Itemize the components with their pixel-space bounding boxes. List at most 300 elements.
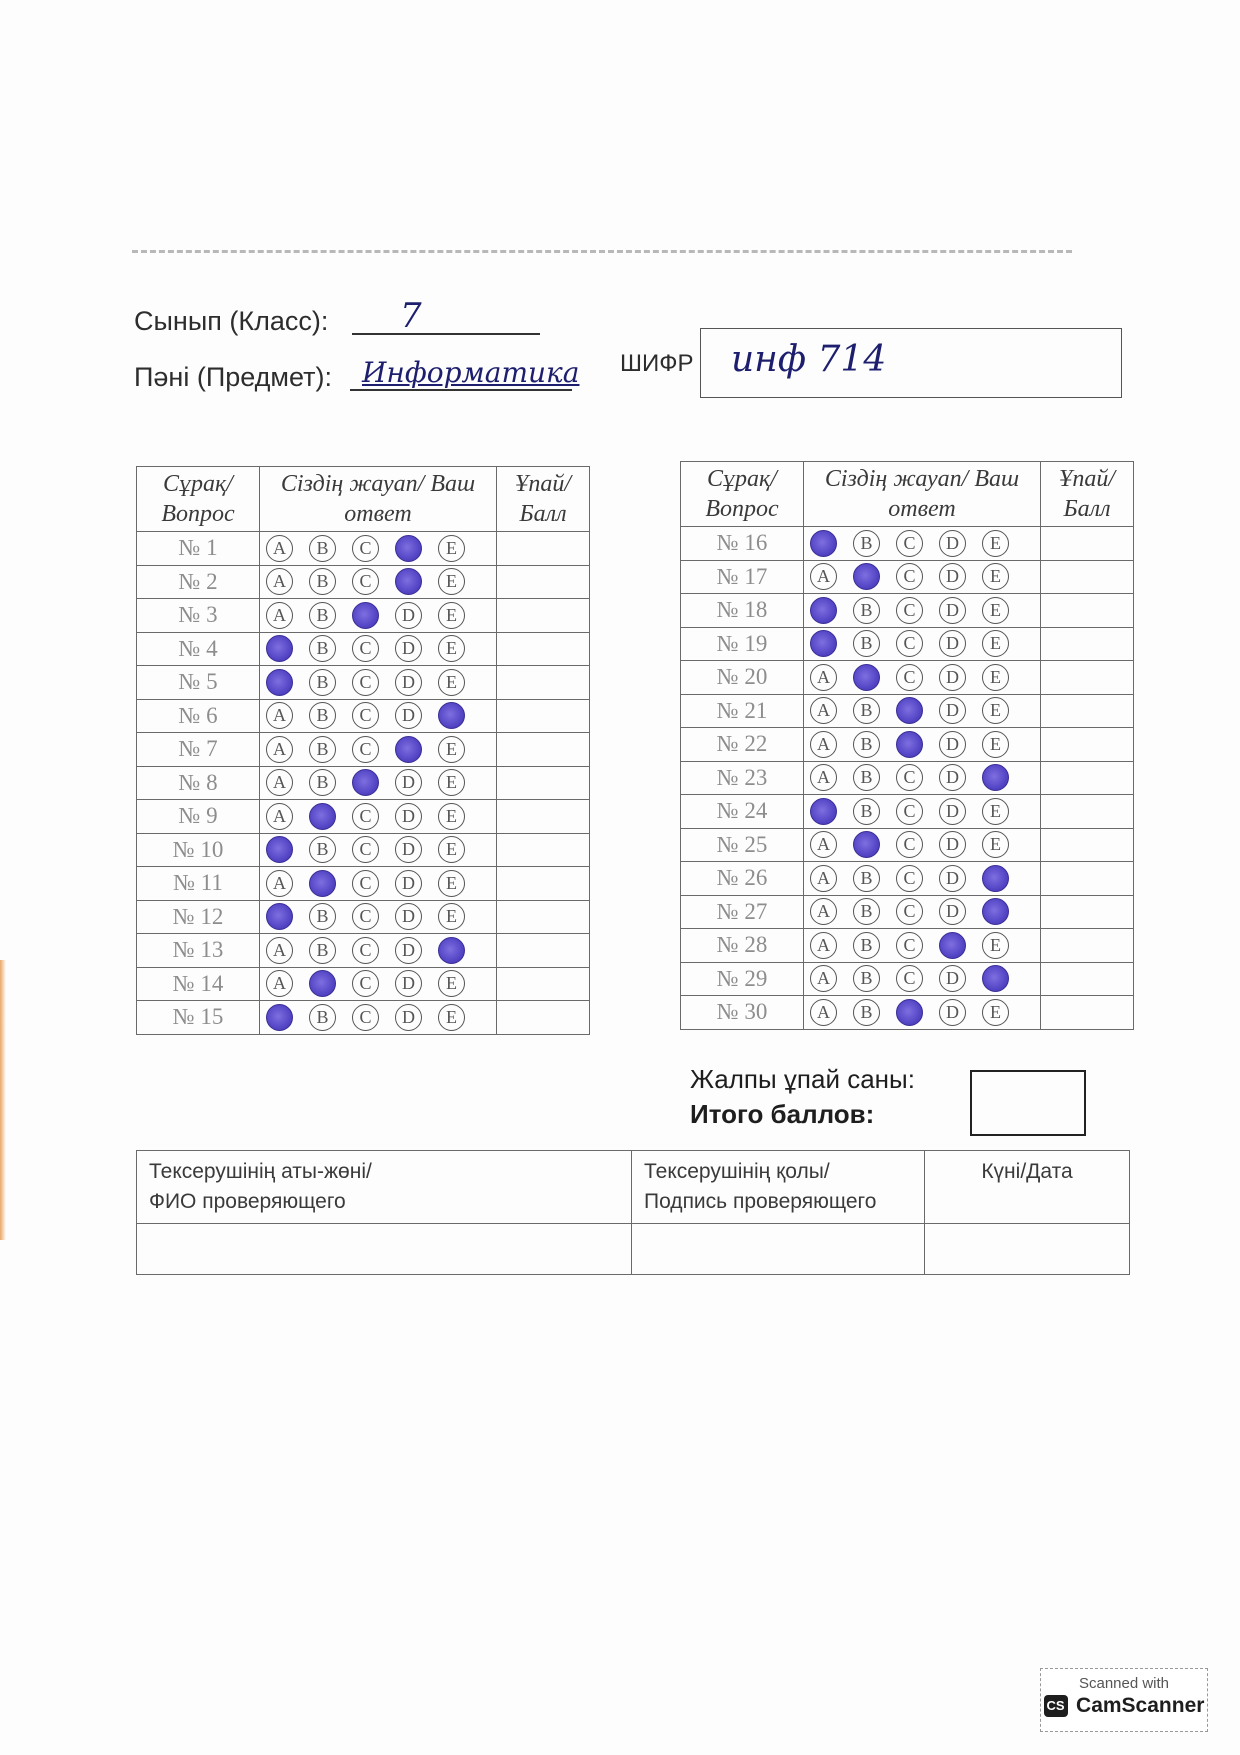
option-bubble-a[interactable]: A	[266, 568, 293, 595]
option-bubble-a[interactable]: A	[810, 831, 837, 858]
option-bubble-e[interactable]: E	[438, 769, 465, 796]
question-number: № 20	[681, 661, 804, 695]
answer-row	[137, 867, 590, 901]
option-bubble-a[interactable]: A	[810, 898, 837, 925]
option-bubble-d[interactable]: D	[939, 798, 966, 825]
option-bubble-a[interactable]: A	[266, 602, 293, 629]
date-value	[925, 1224, 1130, 1275]
score-cell[interactable]	[497, 666, 590, 700]
option-bubble-b[interactable]: B	[853, 630, 880, 657]
option-bubble-d[interactable]: D	[939, 530, 966, 557]
scanned-with-text: Scanned with	[1078, 1675, 1170, 1692]
date-label: Күні/Дата	[981, 1160, 1073, 1183]
option-bubble-b-filled[interactable]	[853, 563, 880, 590]
option-bubble-b[interactable]: B	[853, 731, 880, 758]
score-cell[interactable]	[497, 833, 590, 867]
score-cell[interactable]	[1041, 728, 1134, 762]
question-number: № 5	[137, 666, 260, 700]
score-cell[interactable]	[1041, 761, 1134, 795]
option-bubble-c[interactable]: C	[352, 836, 379, 863]
question-number: № 29	[681, 962, 804, 996]
option-bubble-a[interactable]: A	[810, 865, 837, 892]
score-cell[interactable]	[1041, 661, 1134, 695]
answer-row	[137, 1001, 590, 1035]
score-cell[interactable]	[1041, 828, 1134, 862]
option-bubble-e[interactable]: E	[438, 736, 465, 763]
checker-table	[136, 1150, 1130, 1275]
option-bubble-d[interactable]: D	[939, 664, 966, 691]
answer-row	[681, 929, 1134, 963]
date-cell	[925, 1151, 1130, 1224]
option-bubble-b[interactable]: B	[309, 836, 336, 863]
question-number: № 18	[681, 594, 804, 628]
option-bubble-e[interactable]: E	[982, 731, 1009, 758]
subject-label: Пәні (Предмет):	[134, 362, 332, 392]
option-bubble-a[interactable]: A	[810, 999, 837, 1026]
question-number: № 7	[137, 733, 260, 767]
option-bubble-e-filled[interactable]	[982, 898, 1009, 925]
option-bubble-e[interactable]: E	[438, 568, 465, 595]
option-bubble-b[interactable]: B	[853, 697, 880, 724]
option-bubble-d-filled[interactable]	[939, 932, 966, 959]
option-bubble-c[interactable]: C	[896, 597, 923, 624]
answer-row	[681, 795, 1134, 829]
question-number: № 8	[137, 766, 260, 800]
score-cell[interactable]	[497, 1001, 590, 1035]
answer-options	[804, 661, 1041, 695]
score-cell[interactable]	[1041, 594, 1134, 628]
option-bubble-c[interactable]: C	[896, 630, 923, 657]
answer-options	[804, 761, 1041, 795]
answer-table-right	[680, 461, 1134, 1030]
answer-options	[804, 895, 1041, 929]
option-bubble-c[interactable]: C	[896, 831, 923, 858]
option-bubble-c[interactable]: C	[352, 870, 379, 897]
option-bubble-c-filled[interactable]	[352, 769, 379, 796]
score-cell[interactable]	[497, 599, 590, 633]
answer-header: Сіздің жауап/ Ваш ответ	[804, 462, 1041, 527]
option-bubble-c[interactable]: C	[352, 1004, 379, 1031]
option-bubble-c[interactable]: C	[352, 635, 379, 662]
score-cell[interactable]	[1041, 560, 1134, 594]
option-bubble-c[interactable]: C	[896, 530, 923, 557]
score-cell[interactable]	[497, 733, 590, 767]
option-bubble-b[interactable]: B	[853, 865, 880, 892]
answer-options	[804, 560, 1041, 594]
option-bubble-d[interactable]: D	[395, 635, 422, 662]
option-bubble-c[interactable]: C	[896, 563, 923, 590]
question-number: № 30	[681, 996, 804, 1030]
subject-value: Информатика	[362, 356, 580, 389]
answer-options	[804, 594, 1041, 628]
option-bubble-d[interactable]: D	[939, 965, 966, 992]
answer-row	[137, 934, 590, 968]
score-cell[interactable]	[1041, 527, 1134, 561]
answer-table-left	[136, 466, 590, 1035]
option-bubble-b-filled[interactable]	[853, 664, 880, 691]
option-bubble-c-filled[interactable]	[352, 602, 379, 629]
checker-signature-value	[632, 1224, 925, 1275]
score-cell[interactable]	[1041, 895, 1134, 929]
option-bubble-a[interactable]: A	[266, 803, 293, 830]
option-bubble-c[interactable]: C	[352, 669, 379, 696]
option-bubble-c-filled[interactable]	[896, 999, 923, 1026]
cipher-value: инф 714	[731, 339, 887, 380]
score-cell[interactable]	[497, 800, 590, 834]
option-bubble-a[interactable]: A	[266, 970, 293, 997]
option-bubble-c[interactable]: C	[352, 970, 379, 997]
class-value: 7	[400, 296, 422, 336]
score-cell[interactable]	[1041, 694, 1134, 728]
option-bubble-a[interactable]: A	[266, 769, 293, 796]
answer-row	[681, 895, 1134, 929]
option-bubble-e[interactable]: E	[438, 669, 465, 696]
answer-options	[260, 733, 497, 767]
answer-row	[137, 800, 590, 834]
option-bubble-d-filled[interactable]	[395, 535, 422, 562]
score-cell[interactable]	[497, 632, 590, 666]
answer-row	[137, 967, 590, 1001]
option-bubble-d-filled[interactable]	[395, 736, 422, 763]
option-bubble-a-filled[interactable]	[810, 798, 837, 825]
option-bubble-e[interactable]: E	[982, 530, 1009, 557]
option-bubble-e[interactable]: E	[982, 697, 1009, 724]
option-bubble-b[interactable]: B	[309, 736, 336, 763]
option-bubble-c-filled[interactable]	[896, 697, 923, 724]
option-bubble-d[interactable]: D	[939, 898, 966, 925]
option-bubble-d[interactable]: D	[939, 630, 966, 657]
option-bubble-d[interactable]: D	[939, 865, 966, 892]
option-bubble-d[interactable]: D	[395, 870, 422, 897]
answer-row	[137, 766, 590, 800]
option-bubble-a-filled[interactable]	[810, 630, 837, 657]
score-header: Ұпай/ Балл	[497, 467, 590, 532]
option-bubble-a-filled[interactable]	[266, 1004, 293, 1031]
option-bubble-e[interactable]: E	[438, 602, 465, 629]
option-bubble-b[interactable]: B	[309, 937, 336, 964]
option-bubble-a[interactable]: A	[810, 664, 837, 691]
option-bubble-c[interactable]: C	[896, 798, 923, 825]
answer-row	[137, 833, 590, 867]
question-number: № 13	[137, 934, 260, 968]
option-bubble-e[interactable]: E	[982, 831, 1009, 858]
score-cell[interactable]	[1041, 862, 1134, 896]
option-bubble-a[interactable]: A	[810, 764, 837, 791]
answer-options	[804, 996, 1041, 1030]
option-bubble-a[interactable]: A	[266, 870, 293, 897]
option-bubble-b[interactable]: B	[853, 965, 880, 992]
option-bubble-d[interactable]: D	[939, 563, 966, 590]
checker-signature-label-ru: Подпись проверяющего	[644, 1190, 877, 1213]
option-bubble-d[interactable]: D	[395, 937, 422, 964]
total-label-ru: Итого баллов:	[690, 1099, 875, 1129]
answer-options	[804, 728, 1041, 762]
option-bubble-a[interactable]: A	[810, 697, 837, 724]
answer-options	[804, 929, 1041, 963]
option-bubble-e[interactable]: E	[982, 932, 1009, 959]
option-bubble-a[interactable]: A	[810, 965, 837, 992]
option-bubble-a[interactable]: A	[266, 702, 293, 729]
option-bubble-e[interactable]: E	[438, 535, 465, 562]
option-bubble-c[interactable]: C	[352, 702, 379, 729]
camscanner-watermark	[1040, 1668, 1208, 1732]
option-bubble-e[interactable]: E	[438, 635, 465, 662]
answer-options	[260, 699, 497, 733]
option-bubble-e-filled[interactable]	[982, 764, 1009, 791]
answer-options	[260, 599, 497, 633]
option-bubble-b[interactable]: B	[853, 764, 880, 791]
answer-row	[681, 862, 1134, 896]
page-edge-shadow	[0, 960, 6, 1240]
option-bubble-b[interactable]: B	[853, 530, 880, 557]
question-number: № 17	[681, 560, 804, 594]
option-bubble-a[interactable]: A	[810, 563, 837, 590]
option-bubble-a-filled[interactable]	[266, 836, 293, 863]
answer-options	[260, 934, 497, 968]
question-number: № 14	[137, 967, 260, 1001]
question-number: № 26	[681, 862, 804, 896]
answer-row	[681, 627, 1134, 661]
score-cell[interactable]	[497, 934, 590, 968]
question-number: № 3	[137, 599, 260, 633]
option-bubble-b[interactable]: B	[309, 568, 336, 595]
answer-options	[804, 694, 1041, 728]
option-bubble-b[interactable]: B	[309, 535, 336, 562]
question-number: № 19	[681, 627, 804, 661]
option-bubble-d[interactable]: D	[395, 836, 422, 863]
answer-row	[681, 962, 1134, 996]
option-bubble-e[interactable]: E	[438, 1004, 465, 1031]
answer-row	[681, 996, 1134, 1030]
option-bubble-c-filled[interactable]	[896, 731, 923, 758]
option-bubble-c[interactable]: C	[896, 865, 923, 892]
question-number: № 4	[137, 632, 260, 666]
answer-options	[260, 1001, 497, 1035]
option-bubble-d-filled[interactable]	[395, 568, 422, 595]
option-bubble-c[interactable]: C	[896, 764, 923, 791]
question-number: № 24	[681, 795, 804, 829]
answer-row	[681, 527, 1134, 561]
option-bubble-e[interactable]: E	[438, 970, 465, 997]
answer-options	[260, 867, 497, 901]
answer-row	[137, 699, 590, 733]
option-bubble-d[interactable]: D	[939, 764, 966, 791]
option-bubble-d[interactable]: D	[395, 702, 422, 729]
score-cell[interactable]	[1041, 996, 1134, 1030]
option-bubble-e-filled[interactable]	[982, 965, 1009, 992]
option-bubble-d[interactable]: D	[939, 831, 966, 858]
option-bubble-e[interactable]: E	[438, 903, 465, 930]
total-score-box	[970, 1070, 1086, 1136]
score-cell[interactable]	[497, 532, 590, 566]
option-bubble-d[interactable]: D	[395, 602, 422, 629]
answer-row	[681, 828, 1134, 862]
score-cell[interactable]	[497, 967, 590, 1001]
score-cell[interactable]	[497, 766, 590, 800]
cipher-box	[700, 328, 1122, 398]
total-label-kz: Жалпы ұпай саны:	[690, 1064, 915, 1094]
option-bubble-c[interactable]: C	[896, 965, 923, 992]
option-bubble-b[interactable]: B	[309, 635, 336, 662]
option-bubble-b-filled[interactable]	[309, 970, 336, 997]
checker-signature-cell	[632, 1151, 925, 1224]
option-bubble-e[interactable]: E	[438, 836, 465, 863]
answer-options	[804, 627, 1041, 661]
answer-options	[260, 532, 497, 566]
answer-options	[260, 565, 497, 599]
answer-row	[681, 761, 1134, 795]
answer-header: Сіздің жауап/ Ваш ответ	[260, 467, 497, 532]
option-bubble-c[interactable]: C	[352, 803, 379, 830]
question-number: № 23	[681, 761, 804, 795]
option-bubble-a[interactable]: A	[810, 932, 837, 959]
option-bubble-d[interactable]: D	[395, 769, 422, 796]
option-bubble-d[interactable]: D	[395, 970, 422, 997]
answer-options	[804, 795, 1041, 829]
answer-options	[804, 962, 1041, 996]
question-number: № 16	[681, 527, 804, 561]
option-bubble-b[interactable]: B	[853, 898, 880, 925]
option-bubble-b[interactable]: B	[853, 999, 880, 1026]
answer-options	[260, 833, 497, 867]
option-bubble-c[interactable]: C	[352, 937, 379, 964]
answer-row	[137, 666, 590, 700]
checker-name-label-ru: ФИО проверяющего	[149, 1190, 346, 1213]
option-bubble-e-filled[interactable]	[438, 937, 465, 964]
answer-row	[681, 661, 1134, 695]
question-number: № 11	[137, 867, 260, 901]
answer-options	[804, 862, 1041, 896]
answer-row	[681, 728, 1134, 762]
question-number: № 27	[681, 895, 804, 929]
option-bubble-e[interactable]: E	[438, 870, 465, 897]
option-bubble-b[interactable]: B	[853, 798, 880, 825]
answer-options	[260, 800, 497, 834]
score-cell[interactable]	[497, 900, 590, 934]
option-bubble-e-filled[interactable]	[982, 865, 1009, 892]
option-bubble-b[interactable]: B	[309, 769, 336, 796]
option-bubble-b-filled[interactable]	[309, 870, 336, 897]
question-number: № 28	[681, 929, 804, 963]
answer-row	[137, 900, 590, 934]
question-header: Сұрақ/ Вопрос	[681, 462, 804, 527]
class-label: Сынып (Класс):	[134, 306, 329, 336]
answer-row	[137, 532, 590, 566]
option-bubble-d[interactable]: D	[939, 731, 966, 758]
option-bubble-e[interactable]: E	[982, 664, 1009, 691]
option-bubble-e[interactable]: E	[982, 798, 1009, 825]
answer-options	[260, 666, 497, 700]
option-bubble-b[interactable]: B	[309, 1004, 336, 1031]
option-bubble-b[interactable]: B	[309, 702, 336, 729]
option-bubble-d[interactable]: D	[939, 999, 966, 1026]
answer-options	[260, 766, 497, 800]
question-number: № 22	[681, 728, 804, 762]
option-bubble-c[interactable]: C	[352, 736, 379, 763]
camscanner-brand: CamScanner	[1076, 1694, 1205, 1717]
option-bubble-b-filled[interactable]	[309, 803, 336, 830]
score-cell[interactable]	[1041, 795, 1134, 829]
question-number: № 6	[137, 699, 260, 733]
answer-row	[681, 594, 1134, 628]
camscanner-logo-icon: CS	[1044, 1695, 1068, 1717]
answer-options	[804, 527, 1041, 561]
option-bubble-d[interactable]: D	[939, 597, 966, 624]
class-underline	[352, 333, 540, 335]
option-bubble-b[interactable]: B	[309, 903, 336, 930]
answer-row	[137, 599, 590, 633]
option-bubble-b[interactable]: B	[309, 669, 336, 696]
option-bubble-a[interactable]: A	[266, 736, 293, 763]
question-number: № 21	[681, 694, 804, 728]
option-bubble-c[interactable]: C	[896, 664, 923, 691]
option-bubble-d[interactable]: D	[939, 697, 966, 724]
option-bubble-a-filled[interactable]	[810, 530, 837, 557]
answer-row	[137, 565, 590, 599]
answer-row	[681, 560, 1134, 594]
option-bubble-d[interactable]: D	[395, 803, 422, 830]
answer-row	[681, 694, 1134, 728]
option-bubble-c[interactable]: C	[352, 568, 379, 595]
option-bubble-e[interactable]: E	[982, 563, 1009, 590]
question-number: № 25	[681, 828, 804, 862]
option-bubble-b[interactable]: B	[853, 932, 880, 959]
checker-signature-label-kz: Тексерушінің қолы/	[644, 1160, 830, 1183]
option-bubble-e[interactable]: E	[982, 630, 1009, 657]
option-bubble-e[interactable]: E	[982, 597, 1009, 624]
score-cell[interactable]	[497, 867, 590, 901]
option-bubble-a-filled[interactable]	[266, 635, 293, 662]
answer-options	[260, 632, 497, 666]
option-bubble-a[interactable]: A	[266, 535, 293, 562]
option-bubble-d[interactable]: D	[395, 1004, 422, 1031]
option-bubble-e-filled[interactable]	[438, 702, 465, 729]
question-number: № 1	[137, 532, 260, 566]
score-cell[interactable]	[497, 565, 590, 599]
option-bubble-a[interactable]: A	[266, 937, 293, 964]
option-bubble-c[interactable]: C	[352, 535, 379, 562]
option-bubble-a[interactable]: A	[810, 731, 837, 758]
option-bubble-e[interactable]: E	[982, 999, 1009, 1026]
option-bubble-c[interactable]: C	[896, 898, 923, 925]
question-number: № 12	[137, 900, 260, 934]
cipher-label: ШИФР	[620, 350, 694, 377]
option-bubble-b[interactable]: B	[309, 602, 336, 629]
question-number: № 10	[137, 833, 260, 867]
score-cell[interactable]	[1041, 929, 1134, 963]
option-bubble-a-filled[interactable]	[810, 597, 837, 624]
question-number: № 2	[137, 565, 260, 599]
option-bubble-c[interactable]: C	[352, 903, 379, 930]
option-bubble-b-filled[interactable]	[853, 831, 880, 858]
option-bubble-e[interactable]: E	[438, 803, 465, 830]
option-bubble-d[interactable]: D	[395, 903, 422, 930]
checker-name-cell	[137, 1151, 632, 1224]
option-bubble-a-filled[interactable]	[266, 669, 293, 696]
score-cell[interactable]	[1041, 627, 1134, 661]
option-bubble-c[interactable]: C	[896, 932, 923, 959]
answer-options	[260, 967, 497, 1001]
score-cell[interactable]	[1041, 962, 1134, 996]
tear-line	[132, 250, 1072, 253]
answer-row	[137, 733, 590, 767]
option-bubble-b[interactable]: B	[853, 597, 880, 624]
question-header: Сұрақ/ Вопрос	[137, 467, 260, 532]
option-bubble-a-filled[interactable]	[266, 903, 293, 930]
score-header: Ұпай/ Балл	[1041, 462, 1134, 527]
score-cell[interactable]	[497, 699, 590, 733]
option-bubble-d[interactable]: D	[395, 669, 422, 696]
